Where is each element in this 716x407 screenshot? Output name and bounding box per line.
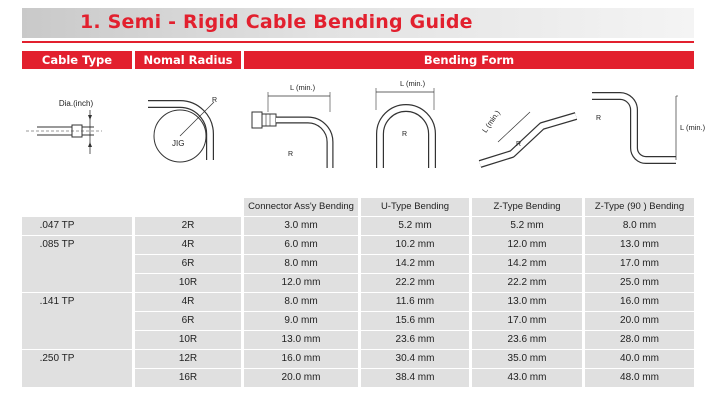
nominal-radius-cell: 2R	[181, 220, 195, 231]
bending-length-cell: 30.4 mm	[395, 353, 435, 364]
bending-length-cell: 12.0 mm	[281, 277, 321, 288]
jig-r-label: R	[212, 97, 218, 104]
cable-type-cell: .085 TP	[39, 239, 75, 250]
z-type-90-r-label: R	[596, 115, 602, 122]
bending-length-cell: 20.0 mm	[620, 315, 659, 326]
u-type-bending-illustration	[362, 76, 472, 174]
bending-length-cell: 17.0 mm	[507, 315, 547, 326]
nominal-radius-cell: 4R	[181, 239, 195, 250]
jig-label: JIG	[172, 139, 185, 148]
bending-length-cell: 38.4 mm	[395, 372, 435, 383]
bending-length-cell: 16.0 mm	[620, 296, 659, 307]
bending-length-cell: 15.6 mm	[395, 315, 435, 326]
page-title: 1. Semi - Rigid Cable Bending Guide	[80, 11, 473, 33]
bending-length-cell: 48.0 mm	[620, 372, 659, 383]
cable-type-cell: .250 TP	[39, 353, 75, 364]
u-type-l-min-label: L (min.)	[400, 79, 426, 88]
bending-length-cell: 43.0 mm	[507, 372, 547, 383]
bending-length-cell: 14.2 mm	[507, 258, 547, 269]
bending-length-cell: 40.0 mm	[620, 353, 659, 364]
subheader-u-type-bending: U-Type Bending	[361, 198, 469, 216]
header-nominal-radius: Nomal Radius	[135, 51, 241, 69]
bending-length-cell: 11.6 mm	[395, 296, 435, 307]
bending-length-cell: 13.0 mm	[620, 239, 659, 250]
bending-length-cell: 8.0 mm	[284, 296, 318, 307]
bending-length-cell: 12.0 mm	[507, 239, 547, 250]
nominal-radius-cell: 12R	[178, 353, 198, 364]
dia-label: Dia.(inch)	[58, 99, 94, 108]
bending-length-cell: 8.0 mm	[284, 258, 318, 269]
bending-length-cell: 3.0 mm	[284, 220, 318, 231]
cable-diameter-illustration	[22, 88, 132, 168]
nominal-radius-cell: 4R	[181, 296, 195, 307]
bending-length-cell: 22.2 mm	[395, 277, 435, 288]
bending-length-cell: 23.6 mm	[395, 334, 435, 345]
subheader-z-type-bending: Z-Type Bending	[472, 198, 582, 216]
z-type-r-label: R	[516, 141, 522, 148]
jig-bend-illustration	[140, 80, 240, 170]
bending-length-cell: 22.2 mm	[507, 277, 547, 288]
nominal-radius-cell: 10R	[178, 277, 198, 288]
z-type-l-min-label: L (min.)	[480, 108, 502, 135]
bending-length-cell: 10.2 mm	[395, 239, 435, 250]
nominal-radius-cell: 10R	[178, 334, 198, 345]
bending-length-cell: 16.0 mm	[281, 353, 321, 364]
bending-length-cell: 20.0 mm	[281, 372, 321, 383]
nominal-radius-cell: 6R	[181, 258, 195, 269]
z-type-90-bending-illustration	[586, 82, 706, 174]
bending-length-cell: 35.0 mm	[507, 353, 547, 364]
connector-bending-illustration	[246, 78, 358, 173]
nominal-radius-cell: 6R	[181, 315, 195, 326]
connector-r-label: R	[288, 151, 294, 158]
subheader-z-type-90-bending: Z-Type (90 ) Bending	[585, 198, 694, 216]
title-underline	[22, 41, 694, 43]
u-type-r-label: R	[402, 131, 408, 138]
cable-type-cell: .141 TP	[39, 296, 75, 307]
bending-length-cell: 5.2 mm	[398, 220, 432, 231]
bending-length-cell: 23.6 mm	[507, 334, 547, 345]
bending-length-cell: 8.0 mm	[622, 220, 657, 231]
subheader-connector-bending: Connector Ass'y Bending	[244, 198, 358, 216]
bending-length-cell: 17.0 mm	[620, 258, 659, 269]
bending-length-cell: 13.0 mm	[281, 334, 321, 345]
z-type-90-l-min-label: L (min.)	[680, 123, 706, 132]
bending-length-cell: 6.0 mm	[284, 239, 318, 250]
bending-length-cell: 5.2 mm	[510, 220, 544, 231]
nominal-radius-cell: 16R	[178, 372, 198, 383]
bending-length-cell: 14.2 mm	[395, 258, 435, 269]
title-bar	[22, 8, 694, 38]
bending-length-cell: 13.0 mm	[507, 296, 547, 307]
header-cable-type: Cable Type	[22, 51, 132, 69]
bending-length-cell: 9.0 mm	[284, 315, 318, 326]
connector-l-min-label: L (min.)	[290, 83, 316, 92]
header-bending-form: Bending Form	[244, 51, 694, 69]
bending-length-cell: 25.0 mm	[620, 277, 659, 288]
bending-length-cell: 28.0 mm	[620, 334, 659, 345]
cable-type-cell: .047 TP	[39, 220, 75, 231]
z-type-bending-illustration	[472, 84, 584, 176]
